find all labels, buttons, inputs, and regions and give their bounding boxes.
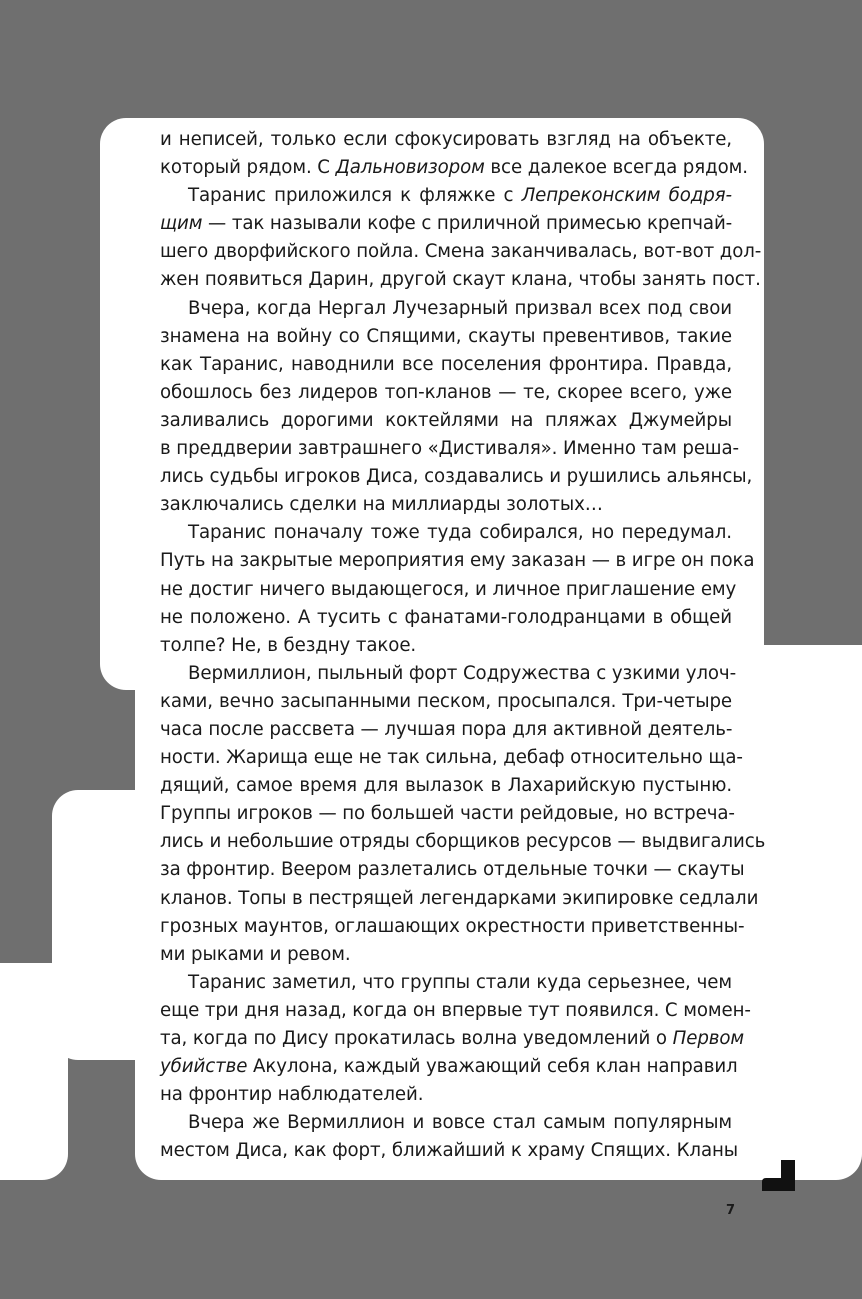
line-text: и неписей, только если сфокусировать взгляд на объекте, — [160, 129, 732, 150]
italic-term: щим — [160, 213, 203, 235]
line-text: — так называли кофе с приличной примесью крепчай- — [202, 213, 733, 235]
line-text: который рядом. С — [160, 157, 336, 179]
line-text: грозных маунтов, оглашающих окрестности приветственны- — [160, 915, 745, 937]
text-line — [160, 126, 732, 154]
line-text: не положено. А тусить с фанатами-голодранцами в общей — [160, 606, 732, 628]
line-text: Вчера, когда Нергал Лучезарный призвал всех под свои — [188, 297, 732, 319]
text-line — [160, 491, 732, 519]
text-line — [160, 632, 732, 660]
text-line — [160, 266, 761, 294]
line-text: жен появиться Дарин, другой скаут клана, чтобы занять пост. — [160, 269, 761, 291]
text-line — [160, 547, 755, 575]
line-text: заливались дорогими коктейлями на пляжах Джумейры — [160, 409, 732, 431]
line-text: заключались сделки на миллиарды золотых… — [160, 494, 603, 516]
line-text: шего дворфийского пойла. Смена заканчивалась, вот-вот дол- — [160, 241, 762, 263]
line-text: Таранис приложился к фляжке с — [188, 185, 522, 207]
line-text: местом Диса, как форт, ближайший к храму Спящих. Кланы — [160, 1140, 739, 1162]
text-line — [160, 463, 753, 491]
panel-block-edge — [0, 963, 68, 1180]
line-text: Таранис поначалу тоже туда собирался, но передумал. — [188, 522, 732, 544]
book-text — [160, 126, 766, 1165]
text-line — [160, 1081, 732, 1109]
italic-term: убийстве — [160, 1056, 248, 1078]
line-text: лись и небольшие отряды сборщиков ресурсов — выдвигались — [160, 831, 766, 853]
text-line — [160, 772, 732, 800]
text-line — [160, 210, 732, 238]
text-line — [160, 295, 732, 323]
text-line — [160, 856, 745, 884]
text-line — [160, 154, 748, 182]
text-line — [160, 941, 732, 969]
line-text: Путь на закрытые мероприятия ему заказан — в игре он пока — [160, 550, 755, 572]
line-text: знамена на войну со Спящими, скауты превентивов, такие — [160, 325, 732, 347]
line-text: лись судьбы игроков Диса, создавались и рушились альянсы, — [160, 466, 753, 488]
line-text: все далекое всегда рядом. — [484, 157, 748, 179]
text-line — [160, 1053, 738, 1081]
line-text: кланов. Топы в пестрящей легендарками экипировке седлали — [160, 887, 759, 909]
text-line — [160, 519, 732, 547]
line-text: толпе? Не, в бездну такое. — [160, 634, 417, 656]
line-text: на фронтир наблюдателей. — [160, 1084, 424, 1106]
line-text: Вермиллион, пыльный форт Содружества с узкими улоч- — [188, 662, 737, 684]
corner-mark-icon — [762, 1160, 795, 1191]
line-text: Таранис заметил, что группы стали куда серьезнее, чем — [188, 971, 732, 993]
text-line — [160, 800, 735, 828]
line-text: часа после рассвета — лучшая пора для активной деятель- — [160, 718, 733, 740]
text-line — [160, 716, 732, 744]
line-text: Группы игроков — по большей части рейдовые, но встреча- — [160, 803, 735, 825]
line-text: ности. Жарища еще не так сильна, дебаф относительно ща- — [160, 747, 743, 769]
text-line — [160, 379, 732, 407]
italic-term: Первом — [672, 1028, 745, 1049]
text-line — [160, 604, 732, 632]
text-line — [160, 969, 732, 997]
text-line — [160, 1025, 745, 1053]
line-text: ками, вечно засыпанными песком, просыпался. Три-четыре — [160, 690, 732, 712]
line-text: еще три дня назад, когда он впервые тут появился. С момен- — [160, 999, 751, 1021]
page-number: 7 — [726, 1203, 736, 1218]
line-text: за фронтир. Веером разлетались отдельные точки — скауты — [160, 859, 745, 881]
text-line — [160, 688, 732, 716]
text-line — [160, 238, 762, 266]
text-line — [160, 351, 732, 379]
italic-term: Дальновизором — [335, 157, 485, 179]
text-line — [160, 660, 737, 688]
line-text: как Таранис, наводнили все поселения фронтира. Правда, — [160, 353, 732, 375]
line-text: та, когда по Дису прокатилась волна уведомлений о — [160, 1028, 673, 1049]
text-line — [160, 997, 751, 1025]
line-text: в преддверии завтрашнего «Дистиваля». Именно там реша- — [160, 438, 739, 460]
text-line — [160, 323, 732, 351]
text-line — [160, 885, 759, 913]
line-text: Акулона, каждый уважающий себя клан направил — [247, 1056, 738, 1078]
text-line — [160, 1109, 732, 1137]
text-line — [160, 1137, 739, 1165]
text-line — [160, 828, 766, 856]
text-line — [160, 913, 745, 941]
line-text: дящий, самое время для вылазок в Лахарийскую пустыню. — [160, 775, 732, 797]
text-line — [160, 182, 732, 210]
text-line — [160, 407, 732, 435]
text-line — [160, 576, 737, 604]
text-line — [160, 435, 739, 463]
line-text: не достиг ничего выдающегося, и личное приглашение ему — [160, 578, 737, 600]
line-text: обошлось без лидеров топ-кланов — те, скорее всего, уже — [160, 381, 732, 403]
text-line — [160, 744, 743, 772]
line-text: Вчера же Вермиллион и вовсе стал самым популярным — [188, 1112, 732, 1134]
italic-term: Лепреконским бодря- — [521, 185, 732, 207]
line-text: ми рыками и ревом. — [160, 943, 351, 965]
